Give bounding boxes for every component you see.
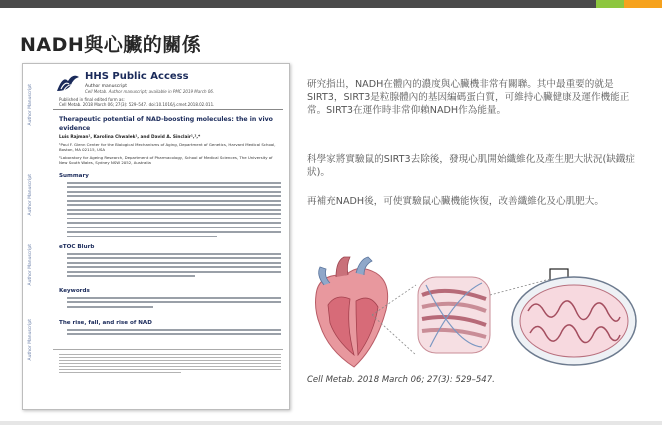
paragraph-nadh-supplement: 再補充NADH後，可使實驗鼠心臟機能恢復，改善纖維化及心肌肥大。 — [307, 196, 604, 207]
summary-text-block — [67, 182, 281, 240]
top-bar-orange-segment — [624, 0, 662, 8]
etoc-text-block — [67, 253, 281, 280]
affiliation: ¹Paul F. Glenn Center for the Biological Mechanisms of Aging, Department of Genetics, Harvard Medical School, Boston, MA 02115, USA — [59, 142, 276, 152]
top-bar-dark-segment — [0, 0, 596, 8]
header-divider — [53, 109, 283, 110]
published-line: Published in final edited form as: — [59, 97, 125, 102]
section-heading-keywords: Keywords — [59, 288, 90, 294]
top-bar-green-segment — [596, 0, 624, 8]
bottom-divider — [0, 421, 662, 425]
hhs-public-access-title: HHS Public Access — [85, 71, 189, 82]
section-heading-summary: Summary — [59, 173, 89, 179]
footnote-divider — [53, 349, 283, 350]
paragraph-sirt3-removal: 科學家將實驗鼠的SIRT3去除後，發現心肌開始纖維化及產生肥大狀況(缺鐵症狀)。 — [307, 154, 635, 178]
paper-thumbnail — [22, 63, 290, 410]
side-label: Author Manuscript — [28, 84, 33, 126]
side-label: Author Manuscript — [28, 174, 33, 216]
source-citation: Cell Metab. 2018 March 06; 27(3): 529–547. — [307, 375, 495, 385]
article-authors: Luis Rajman¹, Karolina Chwalek¹, and David A. Sinclair¹,²,* — [59, 135, 201, 140]
journal-availability: Cell Metab. Author manuscript; available in PMC 2019 March 06. — [85, 89, 215, 94]
section-heading-rise: The rise, fall, and rise of NAD — [59, 320, 152, 326]
top-accent-bar — [0, 0, 662, 8]
hhs-eagle-logo-icon — [55, 71, 81, 95]
author-manuscript-label: Author manuscript — [85, 84, 127, 89]
side-label: Author Manuscript — [28, 244, 33, 286]
heart-mitochondria-illustration — [306, 255, 646, 370]
affiliation: ²Laboratory for Ageing Research, Department of Pharmacology, School of Medical Sciences, The University of New South Wales, Sydney NSW 2052, Australia — [59, 155, 273, 165]
section-heading-etoc: eTOC Blurb — [59, 244, 95, 250]
rise-text-block — [67, 329, 281, 338]
footnote-block — [59, 354, 281, 375]
paragraph-sirt3-nadh: 研究指出，NADH在體內的濃度與心臟機非常有關聯。其中最重要的就是SIRT3，SIRT3是粒腺體內的基因編碼蛋白質，可維持心臟健康及運作機能正常。SIRT3在運作時非常仰賴NADH作為能量。 — [307, 79, 630, 116]
slide-title: NADH與心臟的關係 — [20, 34, 202, 56]
muscle-fiber-icon — [418, 277, 490, 353]
side-label: Author Manuscript — [28, 319, 33, 361]
paper-citation: Cell Metab. 2018 March 06; 27(3): 529–547. doi:10.1016/j.cmet.2018.02.011. — [59, 102, 215, 107]
mitochondrion-icon — [512, 277, 636, 365]
keywords-text-block — [67, 297, 281, 310]
article-title: Therapeutic potential of NAD-boosting molecules: the in vivo evidence — [59, 116, 273, 132]
